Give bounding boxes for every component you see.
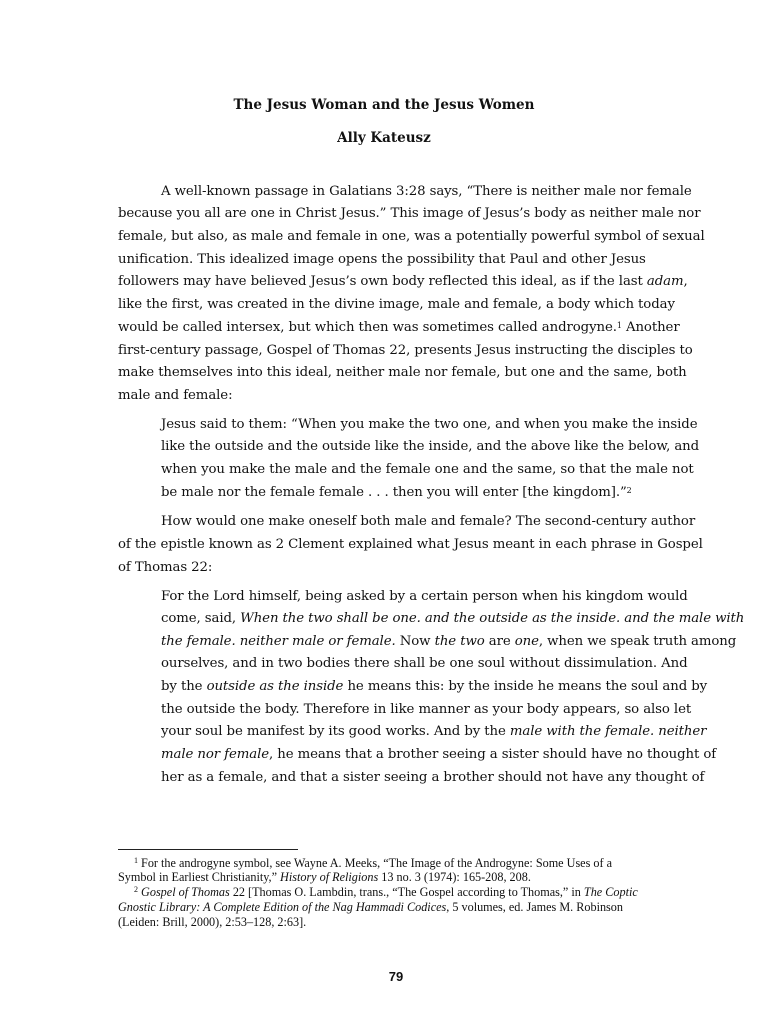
text-line [161, 611, 744, 627]
italic-quote: When the two shall be one. and the outside as the inside. and the male with [240, 611, 745, 626]
text-line: like the outside and the outside like the inside, and the above like the below, and [161, 439, 700, 454]
italic-quote: male with the female. neither [509, 724, 707, 739]
italic-term: one [514, 634, 539, 649]
text-line: Jesus said to them: “When you make the two one, and when you make the inside [161, 417, 698, 432]
italic-quote: the female. neither male or female. [161, 634, 396, 649]
footnote-marker: 2 [134, 885, 138, 894]
text-line: because you all are one in Christ Jesus.” This image of Jesus’s body as neither male nor [118, 206, 701, 221]
footnote-2 [134, 885, 638, 899]
italic-term: the two [434, 634, 485, 649]
italic-term: outside as the inside [206, 679, 344, 694]
text-line [161, 747, 716, 763]
text-run: Symbol in Earliest Christianity,” [118, 870, 281, 884]
text-line: the outside the body. Therefore in like manner as your body appears, so also let [161, 702, 692, 717]
text-run: Now [395, 634, 435, 649]
footnote-divider [118, 849, 298, 850]
text-line: like the first, was created in the divine image, male and female, a body which today [118, 297, 675, 312]
text-run: be male nor the female female . . . then you will enter [the kingdom].” [161, 485, 627, 500]
text-line: first-century passage, Gospel of Thomas 22, presents Jesus instructing the disciples to [118, 343, 693, 358]
italic-title: Gospel of Thomas [141, 885, 230, 899]
text-run: , [683, 274, 688, 289]
article-author: Ally Kateusz [337, 130, 431, 146]
text-line [118, 320, 680, 336]
text-run: , he means that a brother seeing a sister should have no thought of [269, 747, 717, 762]
italic-title: The Coptic [583, 885, 638, 899]
footnote-ref-2[interactable]: 2 [626, 486, 632, 495]
text-run: by the [161, 679, 207, 694]
footnote-ref-1[interactable]: 1 [616, 321, 622, 330]
footnote-1-cont [118, 870, 531, 884]
footnote-2-cont: (Leiden: Brill, 2000), 2:53–128, 2:63]. [118, 915, 307, 929]
text-run: would be called intersex, but which then was sometimes called androgyne. [118, 320, 617, 335]
italic-title: Gnostic Library: A Complete Edition of the Nag Hammadi Codices [118, 900, 447, 914]
text-line: unification. This idealized image opens the possibility that Paul and other Jesus [118, 252, 646, 267]
text-line: How would one make oneself both male and female? The second-century author [161, 514, 696, 529]
text-line [118, 274, 688, 290]
text-line: make themselves into this ideal, neither male nor female, but one and the same, both [118, 365, 687, 380]
text-run: 13 no. 3 (1974): 165-208, 208. [378, 870, 531, 884]
text-line: her as a female, and that a sister seeing a brother should not have any thought of [161, 770, 705, 785]
text-run: For the androgyne symbol, see Wayne A. Meeks, “The Image of the Androgyne: Some Uses of a [138, 856, 612, 870]
text-line [161, 679, 707, 695]
text-line: of Thomas 22: [118, 560, 213, 575]
footnote-2-cont [118, 900, 623, 914]
text-line [161, 724, 706, 740]
text-line: ourselves, and in two bodies there shall be one soul without dissimulation. And [161, 656, 688, 671]
article-title: The Jesus Woman and the Jesus Women [233, 97, 535, 113]
italic-title: History of Religions [280, 870, 379, 884]
text-run: Another [621, 320, 680, 335]
text-run: , when we speak truth among [538, 634, 737, 649]
text-line [161, 485, 632, 501]
text-run: come, said, [161, 611, 241, 626]
text-line: For the Lord himself, being asked by a certain person when his kingdom would [161, 589, 688, 604]
text-line [161, 634, 736, 650]
text-run: 22 [Thomas O. Lambdin, trans., “The Gospel according to Thomas,” in [229, 885, 584, 899]
italic-term: adam [646, 274, 684, 289]
text-run: , 5 volumes, ed. James M. Robinson [446, 900, 623, 914]
text-line: female, but also, as male and female in one, was a potentially powerful symbol of sexual [118, 229, 705, 244]
text-run: followers may have believed Jesus’s own body reflected this ideal, as if the last [118, 274, 647, 289]
text-line: when you make the male and the female one and the same, so that the male not [161, 462, 694, 477]
footnote-marker: 1 [134, 856, 138, 865]
footnote-1 [134, 856, 612, 870]
page-number: 79 [388, 969, 404, 984]
text-run: your soul be manifest by its good works. And by the [161, 724, 510, 739]
text-line: of the epistle known as 2 Clement explained what Jesus meant in each phrase in Gospel [118, 537, 703, 552]
text-run: are [484, 634, 515, 649]
text-line: A well-known passage in Galatians 3:28 says, “There is neither male nor female [161, 184, 692, 199]
text-line: male and female: [118, 388, 233, 403]
italic-quote: male nor female [161, 747, 269, 762]
text-run: he means this: by the inside he means the soul and by [343, 679, 708, 694]
